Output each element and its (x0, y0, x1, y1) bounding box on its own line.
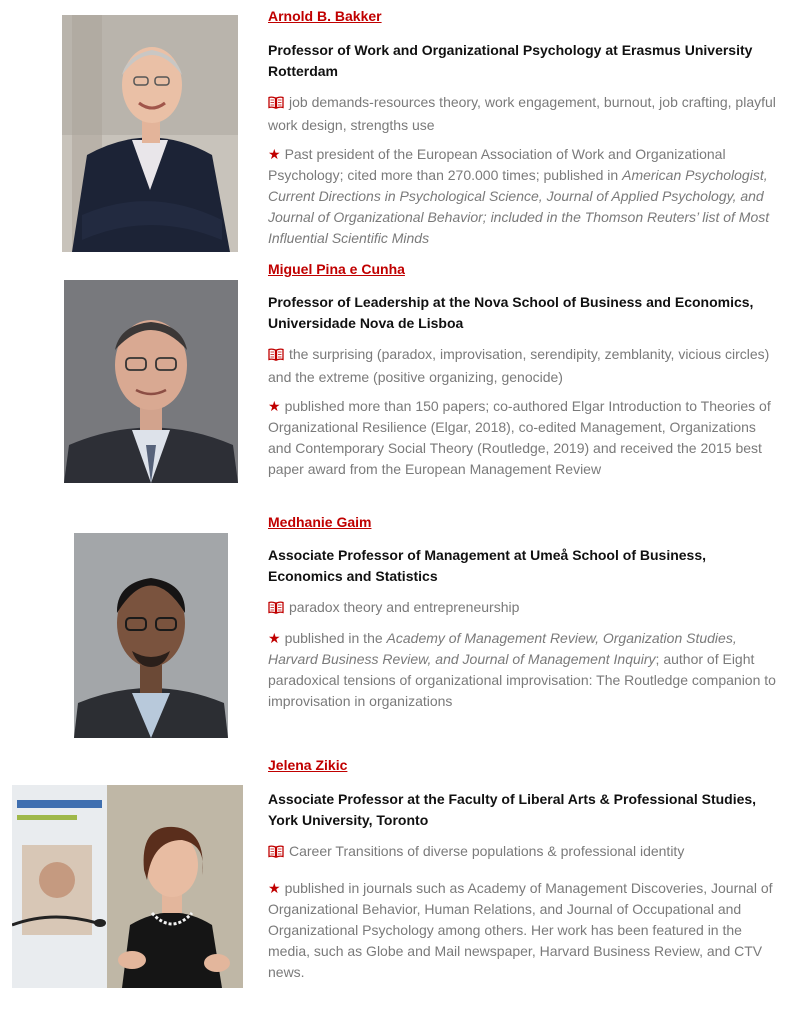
star-icon: ★ (268, 630, 281, 646)
research-topics (268, 597, 780, 620)
person-name[interactable]: Arnold B. Bakker (268, 8, 382, 24)
star-icon: ★ (268, 146, 281, 162)
topics-text: job demands-resources theory, work engagement, burnout, job crafting, playful work design, strengths use (268, 94, 776, 133)
star-icon: ★ (268, 398, 281, 414)
person-details (268, 292, 780, 480)
book-icon (268, 94, 284, 115)
person-title: Professor of Work and Organizational Psychology at Erasmus University Rotterdam (268, 42, 753, 79)
achievements-text: published more than 150 papers; co-authored Elgar Introduction to Theories of Organizational Resilience (Elgar, 2018), co-edited Management, Organizations and Contemporary Social Theory (Routledge, 2019) and received the 2015 best paper award from the European Management Review (268, 398, 771, 477)
photo-jelena-zikic (12, 785, 243, 988)
achievements-text: published in journals such as Academy of Management Discoveries, Journal of Organizational Behavior, Human Relations, and Journal of Occupational and Organizational Psychology among others. Her work has been featured in the media, such as Globe and Mail newspaper, Harvard Business Review, and CTV news. (268, 880, 773, 980)
topics-text: Career Transitions of diverse populations & professional identity (289, 843, 685, 859)
research-topics (268, 841, 780, 864)
person-title: Associate Professor of Management at Umeå School of Business, Economics and Statistics (268, 547, 707, 584)
person-details (268, 789, 780, 983)
book-icon (268, 599, 284, 620)
topics-text: paradox theory and entrepreneurship (289, 599, 520, 615)
achievements (268, 878, 780, 983)
person-name[interactable]: Jelena Zikic (268, 757, 348, 773)
topics-text: the surprising (paradox, improvisation, serendipity, zemblanity, vicious circles) and the extreme (positive organizing, genocide) (268, 346, 770, 385)
achievements-text-italic: Academy of Management Review, Organization Studies, Harvard Business Review, and Journal of Management Inquiry (268, 630, 737, 667)
achievements-text: Past president of the European Association of Work and Organizational Psychology; cited more than 270.000 times; published in (268, 146, 726, 183)
book-icon (268, 346, 284, 367)
photo-miguel-pina-e-cunha (64, 280, 238, 483)
achievements (268, 628, 780, 712)
research-topics (268, 92, 780, 136)
person-name[interactable]: Miguel Pina e Cunha (268, 261, 405, 277)
photo-arnold-bakker (62, 15, 238, 252)
achievements (268, 396, 780, 480)
person-title: Professor of Leadership at the Nova School of Business and Economics, Universidade Nova de Lisboa (268, 294, 754, 331)
person-details (268, 545, 780, 712)
achievements-text-italic: American Psychologist, Current Directions in Psychological Science, Journal of Applied Psychology, and Journal of Organizational Behavior; included in the Thomson Reuters’ list of Most Influential Scientific Minds (268, 167, 770, 246)
achievements-text-tail: ; author of Eight paradoxical tensions of organizational improvisation: The Routledge companion to improvisation in organizations (268, 651, 776, 709)
achievements-text: published in the (284, 630, 387, 646)
person-title: Associate Professor at the Faculty of Liberal Arts & Professional Studies, York University, Toronto (268, 791, 757, 828)
book-icon (268, 843, 284, 864)
achievements (268, 144, 780, 249)
photo-medhanie-gaim (74, 533, 228, 738)
star-icon: ★ (268, 880, 281, 896)
research-topics (268, 344, 780, 388)
person-details (268, 40, 780, 249)
person-name[interactable]: Medhanie Gaim (268, 514, 372, 530)
